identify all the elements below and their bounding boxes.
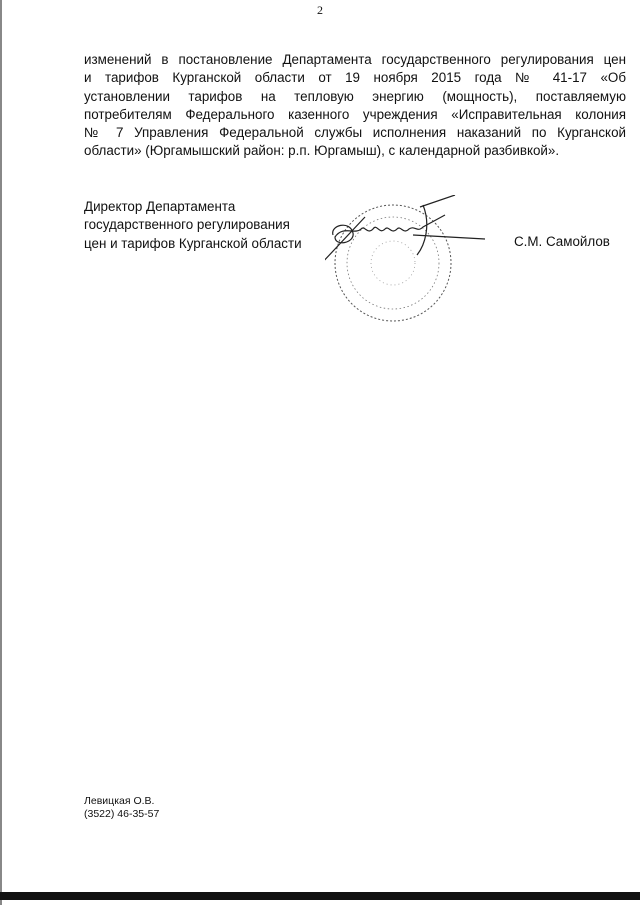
signatory-name: С.М. Самойлов [514, 234, 610, 249]
body-line: области» (Юргамышский район: р.п. Юргамыш), с календарной разбивкой». [84, 143, 560, 159]
executor-info [84, 795, 159, 821]
scan-edge [0, 0, 2, 905]
scan-border [0, 892, 640, 900]
title-line: цен и тарифов Курганской области [84, 235, 302, 251]
body-line: № 7 Управления Федеральной службы исполнения наказаний по Курганской [84, 125, 626, 141]
stamp-and-signature [325, 195, 495, 335]
body-text [84, 51, 626, 161]
title-line: Директор Департамента [84, 199, 236, 214]
executor-phone: (3522) 46-35-57 [84, 808, 160, 820]
body-line: и тарифов Курганской области от 19 ноября 2015 года № 41-17 «Об [84, 70, 626, 86]
body-line: установлении тарифов на тепловую энергию (мощность), поставляемую [84, 88, 626, 104]
body-line: изменений в постановление Департамента государственного регулирования цен [84, 52, 626, 67]
title-line: государственного регулирования [84, 217, 290, 233]
body-line: потребителям Федерального казенного учреждения «Исправительная колония [84, 106, 626, 122]
executor-name: Левицкая О.В. [84, 795, 155, 807]
page-number: 2 [317, 3, 323, 17]
signatory-title [84, 198, 302, 253]
